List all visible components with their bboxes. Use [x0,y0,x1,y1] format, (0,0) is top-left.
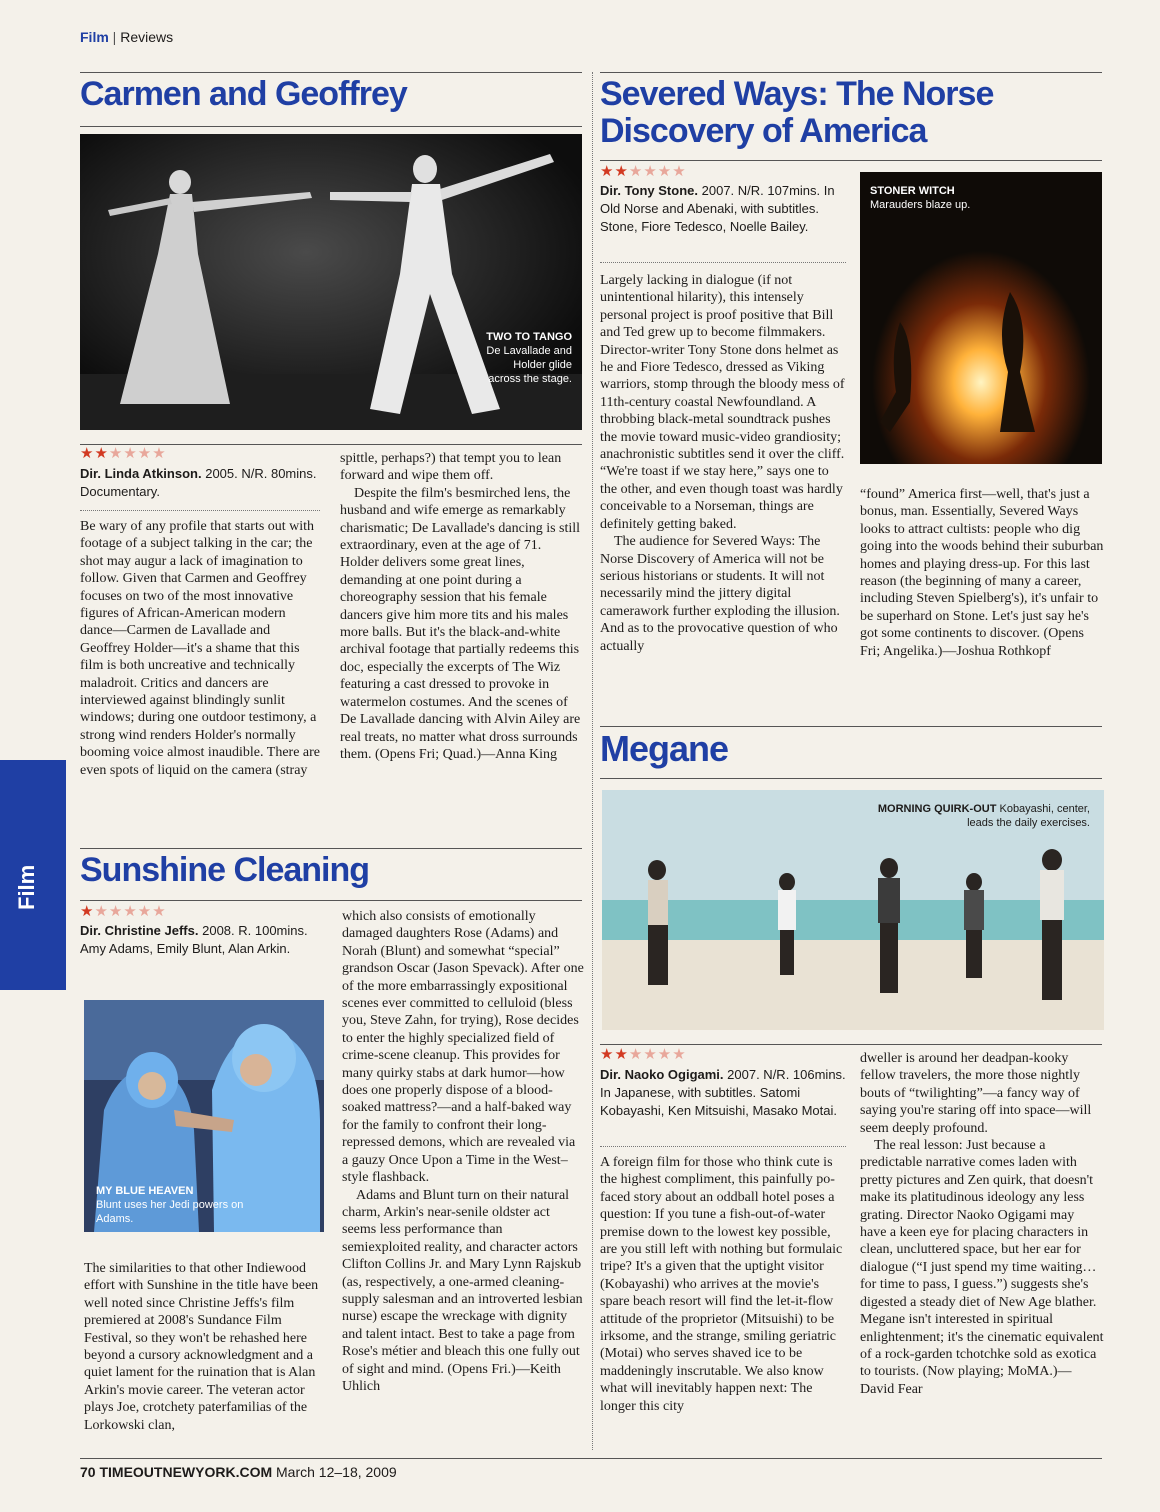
review-body-col2 [860,1050,1104,1398]
credits-rule [80,510,320,511]
caption-title: STONER WITCH [870,185,955,197]
star-rating: ★★★★★★ [600,1045,687,1063]
caption-text: Marauders blaze up. [870,199,971,211]
body-paragraph: dweller is around her deadpan-kooky fellow travelers, the more those nightly bouts of “twilighting”—a fancy way of saying you're staring off into space—will seem deeply profound. [860,1051,1092,1136]
body-paragraph: which also consists of emotionally damaged daughters Rose (Adams) and Norah (Blunt) and somewhat “special” grandson Oscar (Jason Spevack). After one of the more embarrassingly expositional scenes ever committed to celluloid (bless you, Steve Zahn, for trying), Rose decides to enter the highly specialized field of crime-scene cleanup. This provides for many quirky stabs at dark humor—how does one properly dispose of a blood-soaked mattress?—and a half-baked way for the family to confront their long-repressed demons, which are revealed via a gauzy Once Upon a Time in the West–style flashback. [342,909,584,1186]
headline-rule [80,126,582,127]
review-credits [600,1066,848,1120]
body-paragraph: Largely lacking in dialogue (if not unintentional hilarity), this intensely personal project is proof positive that Bill and Ted grew up to become filmmakers. Director-writer Tony Stone dons helmet as he and Fiore Tedesco, dressed as Viking warriors, stomp through the bloody mess of 11th-century coastal Newfoundland. A throbbing black-metal soundtrack pushes the movie toward music-video grandiosity; anachronistic subtitles send it over the cliff. “We're toast if we stay here,” says one to the other, and even though toast was hardly conceivable to a Norseman, things are definitely getting baked. [600,273,845,532]
credits-text: 2008. R. 100mins. Amy Adams, Emily Blunt, Alan Arkin. [80,923,308,956]
side-tab-label: Film [14,864,39,910]
issue-dates: March 12–18, 2009 [276,1464,397,1480]
review-credits [600,182,848,236]
star-rating: ★★★★★★ [80,444,167,462]
body-paragraph: “found” America first—well, that's just a bonus, man. Essentially, Severed Ways looks to attract cultists: people who dig going into the woods behind their suburban homes and playing dress-up. For this last reason (the beginning of many a career, including Steven Spielberg's), it's unfair to be superhard on Stone. Let's just say he's got some continents to discover. (Opens Fri; Angelika.)—Joshua Rothkopf [860,487,1104,659]
dance-photo [80,134,582,430]
headline-rule [80,72,582,73]
body-paragraph: Be wary of any profile that starts out with footage of a subject talking in the car; the shot may augur a lack of imagination to follow. Given that Carmen and Geoffrey focuses on two of the most innovative figures of African-American modern dance—Carmen de Lavallade and Geoffrey Holder—it's a shame that this film is both uncreative and technically maladroit. Critics and dancers are interviewed against blindingly sunlit windows; during one outdoor testimony, a strong wind renders Holder's normally booming voice almost inaudible. There are even spots of liquid on the camera (stray [80,519,321,778]
review-body-col1 [600,272,846,655]
photo-caption [870,184,1070,212]
body-paragraph: Adams and Blunt turn on their natural charm, Arkin's near-senile oldster act seems less performance than semiexploited reality, and character actors Clifton Collins Jr. and Mary Lynn Rajskub (as, respectively, a one-armed cleaning-supply salesman and an introverted lesbian nurse) escape the wreckage with dignity and talent intact. Best to take a page from Rose's métier and bleach this one fully out of sight and mind. (Opens Fri.)—Keith Uhlich [342,1187,583,1394]
review-credits [80,922,325,958]
review-body-col2 [340,450,582,763]
subsection-label: Reviews [120,29,174,45]
body-paragraph: A foreign film for those who think cute is the highest compliment, this painfully po-faced story about an oddball hotel poses a question: If you tune a fish-out-of-water premise down to the lowest key possible, are you still left with nothing but formulaic tripe? It's a given that the uptight visitor (Kobayashi) who arrives at the movie's spare beach resort will find the let-it-flow attitude of the proprietor (Mitsuishi) to be irksome, and the strange, smiling geriatric (Motai) who serves shaved ice to be maddeningly inscrutable. We also know what will inevitably happen next: The longer this city [600,1155,843,1414]
body-paragraph: The similarities to that other Indiewood effort with Sunshine in the title have been well noted since Christine Jeffs's film premiered at 2008's Sundance Film Festival, so they won't be rehashed here beyond a cursory acknowledgment and a quiet lament for the ruination that is Alan Arkin's movie career. The veteran actor plays Joe, crotchety paterfamilias of the Lorkowski clan, [84,1261,319,1433]
credits-text: 2007. N/R. 107mins. In Old Norse and Abenaki, with subtitles. Stone, Fiore Tedesco, Noelle Bailey. [600,183,835,234]
caption-text: Blunt uses her Jedi powers on Adams. [96,1199,244,1225]
side-tab [0,760,66,990]
review-title: Sunshine Cleaning [80,851,370,889]
caption-text: Kobayashi, center, leads the daily exercises. [967,803,1090,829]
caption-title: TWO TO TANGO [486,331,572,343]
site-name: TIMEOUTNEWYORK.COM [99,1464,273,1480]
review-body-col1 [80,518,320,779]
hazmat-photo [84,1000,324,1232]
headline-rule [600,72,1102,73]
review-title: Carmen and Geoffrey [80,75,407,113]
caption-title: MORNING QUIRK-OUT [877,803,997,815]
caption-text: De Lavallade and Holder glide across the stage. [486,345,572,385]
star-rating: ★★★★★★ [80,902,167,920]
section-header [80,29,173,45]
headline-rule [600,726,1102,727]
footer-rule [80,1458,1102,1459]
headline-rule [80,848,582,849]
review-body-col1 [84,1260,324,1434]
review-title: Megane [600,728,729,769]
page-number: 70 [80,1464,96,1480]
credits-text: 2007. N/R. 106mins. In Japanese, with subtitles. Satomi Kobayashi, Ken Mitsuishi, Masako Motai. [600,1067,846,1118]
beach-photo [602,790,1104,1030]
review-title: Severed Ways: The Norse Discovery of America [600,75,994,150]
header-separator: | [112,29,117,45]
page-footer [80,1464,397,1480]
director-label: Dir. Tony Stone. [600,183,698,198]
director-label: Dir. Naoko Ogigami. [600,1067,724,1082]
photo-caption [870,802,1090,830]
credits-rule [600,262,846,263]
body-paragraph: spittle, perhaps?) that tempt you to lean forward and wipe them off. [340,451,562,484]
fire-photo [860,172,1102,464]
body-paragraph: The real lesson: Just because a predictable narrative comes laden with pretty pictures and Zen quirk, that doesn't make its platitudinous ideology any less grating. Director Naoko Ogigami may have a keen eye for placing characters in clean, uncluttered space, but her ear for dialogue (“I just spend my time waiting…for time to pass, I guess.”) suggests she's digested a steady diet of New Age blather. Megane isn't interested in spiritual enlightenment; it's the cinematic equivalent of a rock-garden tchotchke sold as exotica to tourists. (Now playing; MoMA.)—David Fear [860,1138,1104,1397]
headline-rule [80,900,582,901]
body-paragraph: The audience for Severed Ways: The Norse Discovery of America will not be serious historians or students. It will not necessarily mind the jittery digital camerawork further exploding the illusion. And as to the provocative question of who actually [600,534,840,654]
photo-caption [482,330,572,386]
director-label: Dir. Christine Jeffs. [80,923,199,938]
star-rating: ★★★★★★ [600,162,687,180]
credits-rule [600,1146,846,1147]
review-body-col2 [860,486,1104,660]
review-body-col1 [600,1154,846,1415]
section-label: Film [80,29,109,45]
credits-text: 2005. N/R. 80mins. Documentary. [80,466,317,499]
review-body-col2 [342,908,584,1395]
body-paragraph: Despite the film's besmirched lens, the husband and wife emerge as remarkably charismatic; De Lavallade's dancing is still extraordinary, even at the age of 71. Holder delivers some great lines, demanding at one point during a choreography session that his female dancers give him more tits and his males more balls. But it's the black-and-white archival footage that partially redeems this doc, especially the excerpts of The Wiz featuring a cast dressed to provoke in watermelon costumes. And the scenes of De Lavallade dancing with Alvin Ailey are real treats, no matter what dross surrounds them. (Opens Fri; Quad.)—Anna King [340,485,581,762]
caption-title: MY BLUE HEAVEN [96,1185,194,1197]
column-divider [592,72,593,1450]
headline-rule [600,160,1102,161]
photo-caption [96,1184,246,1226]
headline-rule [600,778,1102,779]
director-label: Dir. Linda Atkinson. [80,466,202,481]
review-credits [80,465,325,501]
fire-photo-art [860,172,1102,464]
